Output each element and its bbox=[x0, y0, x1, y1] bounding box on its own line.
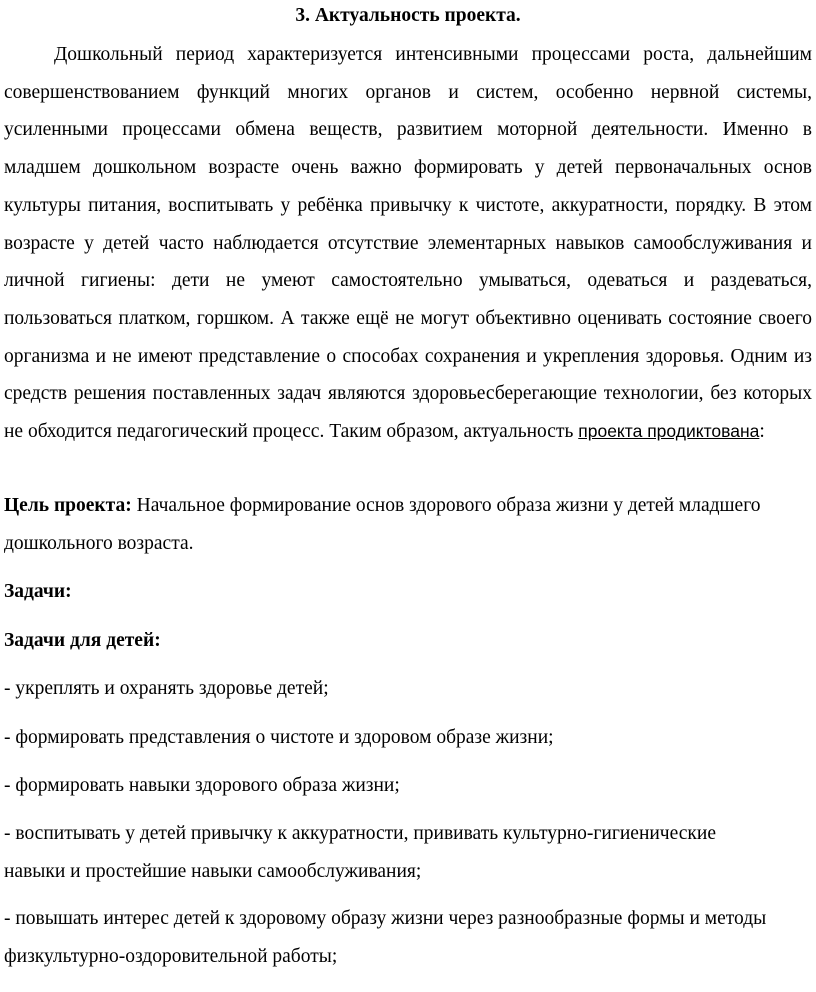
intro-end: : bbox=[759, 421, 765, 443]
task-item: - воспитывать у детей привычку к аккуратности, прививать культурно-гигиенические навыки и простейшие навыки самообслуживания; bbox=[4, 823, 716, 882]
project-link[interactable]: проекта продиктована bbox=[578, 421, 760, 442]
goal-paragraph bbox=[4, 487, 774, 563]
tasks-heading: Задачи: bbox=[4, 581, 72, 602]
task-item: - формировать навыки здорового образа жизни; bbox=[4, 775, 400, 796]
intro-text: Дошкольный период характеризуется интенсивными процессами роста, дальнейшим совершенствованием функций многих органов и систем, особенно нервной системы, усиленными процессами обмена веществ, развитием моторной деятельности. Именно в младшем дошкольном возрасте очень важно формировать у детей первоначальных основ культуры питания, воспитывать у ребёнка привычку к чистоте, аккуратности, порядку. В этом возрасте у детей часто наблюдается отсутствие элементарных навыков самообслуживания и личной гигиены: дети не умеют самостоятельно умываться, одеваться и раздеваться, пользоваться платком, горшком. А также ещё не могут объективно оценивать состояние своего организма и не имеют представление о способах сохранения и укрепления здоровья. Одним из средств решения поставленных задач являются здоровьесберегающие технологии, без которых не обходится педагогический процесс. Таким образом, актуальность bbox=[4, 44, 812, 443]
goal-text: Начальное формирование основ здорового образа жизни у детей младшего дошкольного возраста. bbox=[4, 495, 761, 554]
task-item: - формировать представления о чистоте и здоровом образе жизни; bbox=[4, 727, 554, 748]
section-heading: 3. Актуальность проекта. bbox=[295, 5, 521, 26]
intro-paragraph bbox=[4, 36, 812, 451]
task-item: - укреплять и охранять здоровье детей; bbox=[4, 678, 329, 699]
tasks-children-heading: Задачи для детей: bbox=[4, 630, 161, 651]
task-item: - повышать интерес детей к здоровому образу жизни через разнообразные формы и методы физкультурно-оздоровительной работы; bbox=[4, 908, 767, 967]
goal-label: Цель проекта: bbox=[4, 495, 132, 516]
